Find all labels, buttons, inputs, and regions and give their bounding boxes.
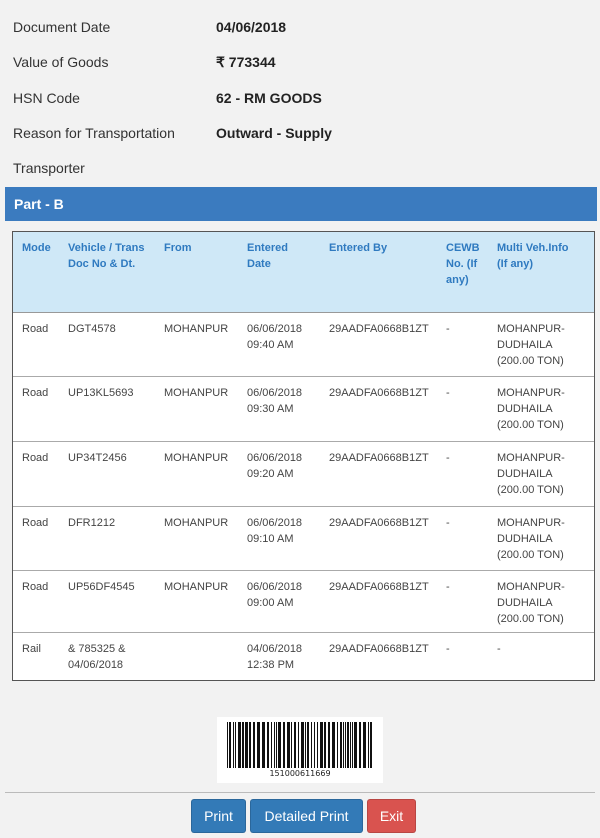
barcode-bar [235,722,236,768]
cell-date: 06/06/2018 [247,452,303,464]
cell-time: 09:00 AM [247,597,294,609]
cell-date: 06/06/2018 [247,387,303,399]
cell-mode: Road [22,452,49,464]
cell-mode: Road [22,581,49,593]
barcode-bar [363,722,366,768]
cell-entered-by: 29AADFA0668B1ZT [329,452,429,464]
cell-date: 04/06/2018 [247,643,303,655]
cell-cewb: - [446,517,450,529]
barcode-bar [324,722,326,768]
barcode-number: 151000611669 [269,769,331,778]
multi-line-2: DUDHAILA [497,597,553,609]
multi-line-3: (200.00 TON) [497,613,564,625]
barcode-bar [287,722,290,768]
cell-cewb: - [446,643,450,655]
multi-line-3: (200.00 TON) [497,484,564,496]
barcode-bar [253,722,255,768]
table-row [13,312,594,377]
barcode-bar [301,722,304,768]
exit-button[interactable]: Exit [367,799,416,833]
cell-from: MOHANPUR [164,581,229,593]
cell-cewb: - [446,323,450,335]
cell-multi-veh-info [497,321,589,369]
cell-entered-by: 29AADFA0668B1ZT [329,323,429,335]
cell-multi-veh-info [497,385,589,433]
barcode-bar [340,722,342,768]
cell-vehicle [68,641,160,673]
header-from: From [164,242,192,254]
barcode-bar [238,722,241,768]
cell-multi-veh-info [497,579,589,627]
barcode-bar [283,722,285,768]
cell-multi-veh-info [497,450,589,498]
barcode-bar [314,722,315,768]
barcode-bar [249,722,251,768]
barcode-bar [245,722,248,768]
cell-vehicle-line-2: 04/06/2018 [68,659,124,671]
barcode-bar [345,722,346,768]
cell-entered-by: 29AADFA0668B1ZT [329,581,429,593]
cell-multi-veh-info [497,515,589,563]
cell-date: 06/06/2018 [247,517,303,529]
barcode-bar [368,722,369,768]
vehicle-details-table [12,231,595,681]
cell-vehicle: DGT4578 [68,323,116,335]
cell-from: MOHANPUR [164,323,229,335]
detailed-print-button[interactable]: Detailed Print [250,799,363,833]
barcode-bar [332,722,335,768]
barcode-bar [233,722,234,768]
cell-cewb: - [446,581,450,593]
barcode-bar [267,722,269,768]
value-of-goods-value: ₹ 773344 [216,54,276,70]
reason-label: Reason for Transportation [13,125,175,141]
cell-mode: Rail [22,643,41,655]
multi-line-3: (200.00 TON) [497,549,564,561]
barcode-bar [354,722,357,768]
table-header [13,232,594,313]
multi-line-1: MOHANPUR- [497,581,565,593]
cell-entered-date [247,515,323,547]
cell-entered-date [247,385,323,417]
cell-entered-date [247,579,323,611]
value-of-goods-label: Value of Goods [13,54,109,70]
multi-line-3: (200.00 TON) [497,419,564,431]
cell-time: 09:20 AM [247,468,294,480]
barcode-bar [350,722,351,768]
barcode-bar [291,722,292,768]
cell-time: 12:38 PM [247,659,295,671]
document-date-row [13,19,593,43]
barcode-bar [242,722,244,768]
barcode-bar [298,722,299,768]
barcode-bar [274,722,275,768]
cell-entered-date [247,641,323,673]
multi-line-2: DUDHAILA [497,339,553,351]
cell-vehicle-line-1: & 785325 & [68,643,126,655]
table-row [13,376,594,442]
cell-from: MOHANPUR [164,452,229,464]
barcode-bar [311,722,312,768]
footer-divider [5,792,595,793]
table-row [13,570,594,633]
multi-line-2: DUDHAILA [497,468,553,480]
multi-line-1: MOHANPUR- [497,517,565,529]
cell-cewb: - [446,452,450,464]
cell-vehicle: UP56DF4545 [68,581,135,593]
barcode-bar [262,722,265,768]
value-of-goods-row [13,54,593,78]
header-entered-date: Entered Date [247,242,288,270]
barcode-bar [320,722,323,768]
cell-multi-veh-info [497,641,589,657]
barcode-bar [257,722,260,768]
header-cewb: CEWB No. (If any) [446,242,480,286]
cell-time: 09:40 AM [247,339,294,351]
document-date-value: 04/06/2018 [216,19,287,35]
cell-time: 09:10 AM [247,533,294,545]
table-row [13,506,594,571]
part-b-header [5,187,597,221]
cell-vehicle: UP34T2456 [68,452,127,464]
multi-line-1: MOHANPUR- [497,323,565,335]
multi-line-2: DUDHAILA [497,533,553,545]
reason-value: Outward - Supply [216,125,332,141]
multi-line-1: MOHANPUR- [497,452,565,464]
header-mode: Mode [22,242,51,254]
hsn-code-label: HSN Code [13,90,80,106]
cell-date: 06/06/2018 [247,581,303,593]
barcode-icon [227,722,373,768]
table-row [13,441,594,507]
table-row [13,632,594,680]
multi-line-2: DUDHAILA [497,403,553,415]
barcode-bar [227,722,228,768]
cell-entered-date [247,321,323,353]
multi-line-3: (200.00 TON) [497,355,564,367]
multi-line-1: MOHANPUR- [497,387,565,399]
barcode-bar [305,722,306,768]
cell-entered-date [247,450,323,482]
hsn-code-value: 62 - RM GOODS [216,90,322,106]
barcode-bar [271,722,272,768]
cell-vehicle: UP13KL5693 [68,387,134,399]
barcode-bar [317,722,318,768]
cell-from: MOHANPUR [164,387,229,399]
cell-entered-by: 29AADFA0668B1ZT [329,517,429,529]
barcode-bar [337,722,338,768]
header-vehicle: Vehicle / Trans Doc No & Dt. [68,242,145,270]
hsn-code-row [13,90,593,114]
barcode-bar [278,722,281,768]
print-button[interactable]: Print [191,799,246,833]
cell-mode: Road [22,387,49,399]
barcode-bar [352,722,353,768]
barcode-bar [307,722,309,768]
reason-row [13,125,593,149]
barcode-bar [370,722,372,768]
header-multi-veh-info: Multi Veh.Info (If any) [497,242,569,270]
barcode-bar [347,722,349,768]
cell-vehicle: DFR1212 [68,517,116,529]
barcode-bar [276,722,277,768]
barcode-bar [229,722,231,768]
multi-line-1: - [497,643,501,655]
cell-date: 06/06/2018 [247,323,303,335]
cell-from: MOHANPUR [164,517,229,529]
transporter-row [13,160,593,184]
barcode-bar [359,722,361,768]
barcode-bar [328,722,330,768]
cell-entered-by: 29AADFA0668B1ZT [329,387,429,399]
barcode-bar [294,722,296,768]
barcode [217,717,383,783]
document-date-label: Document Date [13,19,111,35]
cell-cewb: - [446,387,450,399]
cell-time: 09:30 AM [247,403,294,415]
cell-mode: Road [22,517,49,529]
cell-mode: Road [22,323,49,335]
part-b-title: Part - B [14,196,64,212]
cell-entered-by: 29AADFA0668B1ZT [329,643,429,655]
header-entered-by: Entered By [329,242,388,254]
barcode-bar [343,722,344,768]
transporter-label: Transporter [13,160,85,176]
